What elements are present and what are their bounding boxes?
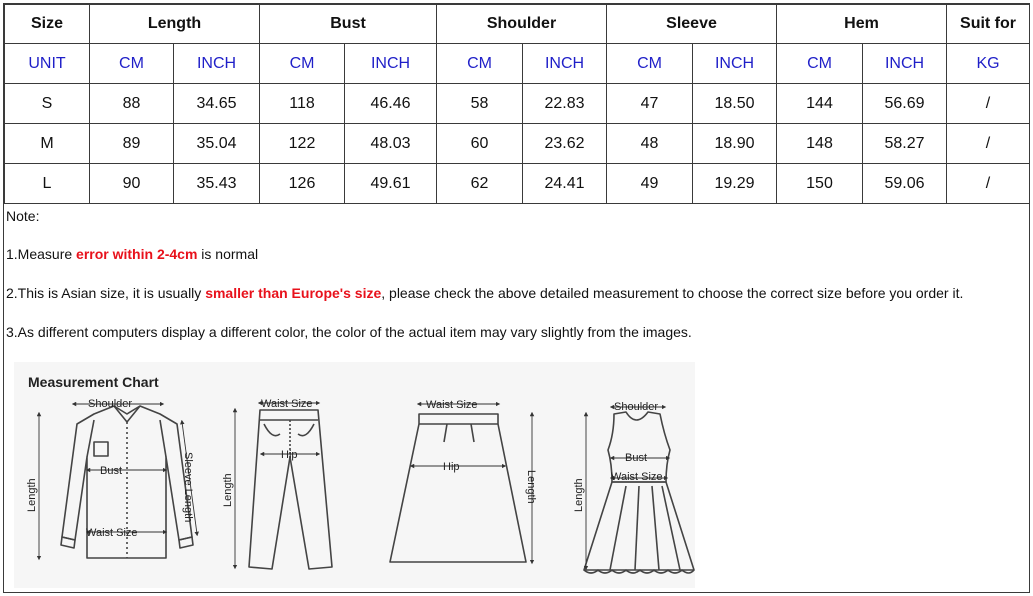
value-cell: 18.50 bbox=[693, 84, 777, 124]
dress-length-label: Length bbox=[573, 478, 585, 512]
value-cell: 22.83 bbox=[523, 84, 607, 124]
unit-cell: KG bbox=[947, 44, 1030, 84]
value-cell: 46.46 bbox=[345, 84, 437, 124]
header-bust: Bust bbox=[260, 5, 437, 44]
value-cell: 47 bbox=[607, 84, 693, 124]
measurement-chart bbox=[14, 362, 695, 588]
notes-title: Note: bbox=[6, 208, 40, 224]
header-sleeve: Sleeve bbox=[607, 5, 777, 44]
unit-cell: CM bbox=[777, 44, 863, 84]
note-highlight: smaller than Europe's size bbox=[205, 285, 382, 301]
unit-cell: CM bbox=[437, 44, 523, 84]
unit-cell: CM bbox=[90, 44, 174, 84]
value-cell: 18.90 bbox=[693, 124, 777, 164]
pants-figure bbox=[249, 410, 332, 569]
dress-measure-lines bbox=[586, 407, 668, 568]
unit-cell: UNIT bbox=[5, 44, 90, 84]
note-highlight: error within 2-4cm bbox=[76, 246, 198, 262]
value-cell: / bbox=[947, 164, 1030, 204]
unit-cell: CM bbox=[607, 44, 693, 84]
skirt-figure bbox=[390, 414, 526, 562]
pants-hip-label: Hip bbox=[281, 449, 298, 461]
unit-cell: INCH bbox=[693, 44, 777, 84]
shirt-shoulder-label: Shoulder bbox=[88, 398, 133, 410]
value-cell: 148 bbox=[777, 124, 863, 164]
pants-waist-label: Waist Size bbox=[261, 398, 313, 410]
value-cell: 48.03 bbox=[345, 124, 437, 164]
value-cell: 150 bbox=[777, 164, 863, 204]
value-cell: 144 bbox=[777, 84, 863, 124]
header-shoulder: Shoulder bbox=[437, 5, 607, 44]
value-cell: 24.41 bbox=[523, 164, 607, 204]
value-cell: 35.43 bbox=[174, 164, 260, 204]
value-cell: 60 bbox=[437, 124, 523, 164]
size-cell: L bbox=[5, 164, 90, 204]
shirt-length-label: Length bbox=[26, 478, 38, 512]
value-cell: 126 bbox=[260, 164, 345, 204]
skirt-hip-label: Hip bbox=[443, 461, 460, 473]
value-cell: 48 bbox=[607, 124, 693, 164]
shirt-waist-label: Waist Size bbox=[86, 527, 138, 539]
value-cell: 49.61 bbox=[345, 164, 437, 204]
header-suit-for: Suit for bbox=[947, 5, 1030, 44]
value-cell: 118 bbox=[260, 84, 345, 124]
unit-row bbox=[5, 44, 1030, 84]
measurement-chart-figures bbox=[14, 362, 695, 588]
value-cell: 34.65 bbox=[174, 84, 260, 124]
size-table bbox=[4, 4, 1030, 204]
dress-shoulder-label: Shoulder bbox=[614, 401, 659, 413]
size-cell: S bbox=[5, 84, 90, 124]
value-cell: 35.04 bbox=[174, 124, 260, 164]
value-cell: 59.06 bbox=[863, 164, 947, 204]
note-text: , please check the above detailed measurement to choose the correct size before you order it. bbox=[381, 285, 964, 301]
table-header-row bbox=[5, 5, 1030, 44]
unit-cell: INCH bbox=[174, 44, 260, 84]
value-cell: 23.62 bbox=[523, 124, 607, 164]
note-text: 2.This is Asian size, it is usually bbox=[6, 285, 206, 301]
table-row bbox=[5, 164, 1030, 204]
unit-cell: INCH bbox=[345, 44, 437, 84]
dress-waist-label: Waist Size bbox=[611, 471, 663, 483]
header-size: Size bbox=[5, 5, 90, 44]
value-cell: 56.69 bbox=[863, 84, 947, 124]
skirt-length-label: Length bbox=[525, 470, 537, 504]
skirt-waist-label: Waist Size bbox=[426, 399, 478, 411]
note-text: is normal bbox=[197, 246, 259, 262]
value-cell: 89 bbox=[90, 124, 174, 164]
note-line-1 bbox=[6, 246, 258, 262]
value-cell: 122 bbox=[260, 124, 345, 164]
shirt-bust-label: Bust bbox=[100, 465, 123, 477]
pants-length-label: Length bbox=[222, 473, 234, 507]
table-row bbox=[5, 84, 1030, 124]
note-line-3: 3.As different computers display a different color, the color of the actual item may vary slightly from the images. bbox=[6, 324, 692, 340]
note-line-2 bbox=[6, 285, 963, 301]
header-length: Length bbox=[90, 5, 260, 44]
unit-cell: INCH bbox=[523, 44, 607, 84]
value-cell: 58 bbox=[437, 84, 523, 124]
value-cell: 90 bbox=[90, 164, 174, 204]
table-row bbox=[5, 124, 1030, 164]
unit-cell: INCH bbox=[863, 44, 947, 84]
value-cell: / bbox=[947, 124, 1030, 164]
size-chart-sheet bbox=[3, 3, 1030, 593]
chart-title: Measurement Chart bbox=[28, 374, 159, 390]
value-cell: 58.27 bbox=[863, 124, 947, 164]
value-cell: 88 bbox=[90, 84, 174, 124]
value-cell: / bbox=[947, 84, 1030, 124]
value-cell: 62 bbox=[437, 164, 523, 204]
value-cell: 49 bbox=[607, 164, 693, 204]
dress-figure bbox=[584, 412, 694, 573]
unit-cell: CM bbox=[260, 44, 345, 84]
header-hem: Hem bbox=[777, 5, 947, 44]
value-cell: 19.29 bbox=[693, 164, 777, 204]
shirt-sleeve-label: Sleeve Length bbox=[182, 452, 194, 523]
note-text: 1.Measure bbox=[6, 246, 77, 262]
dress-bust-label: Bust bbox=[625, 452, 648, 464]
size-cell: M bbox=[5, 124, 90, 164]
